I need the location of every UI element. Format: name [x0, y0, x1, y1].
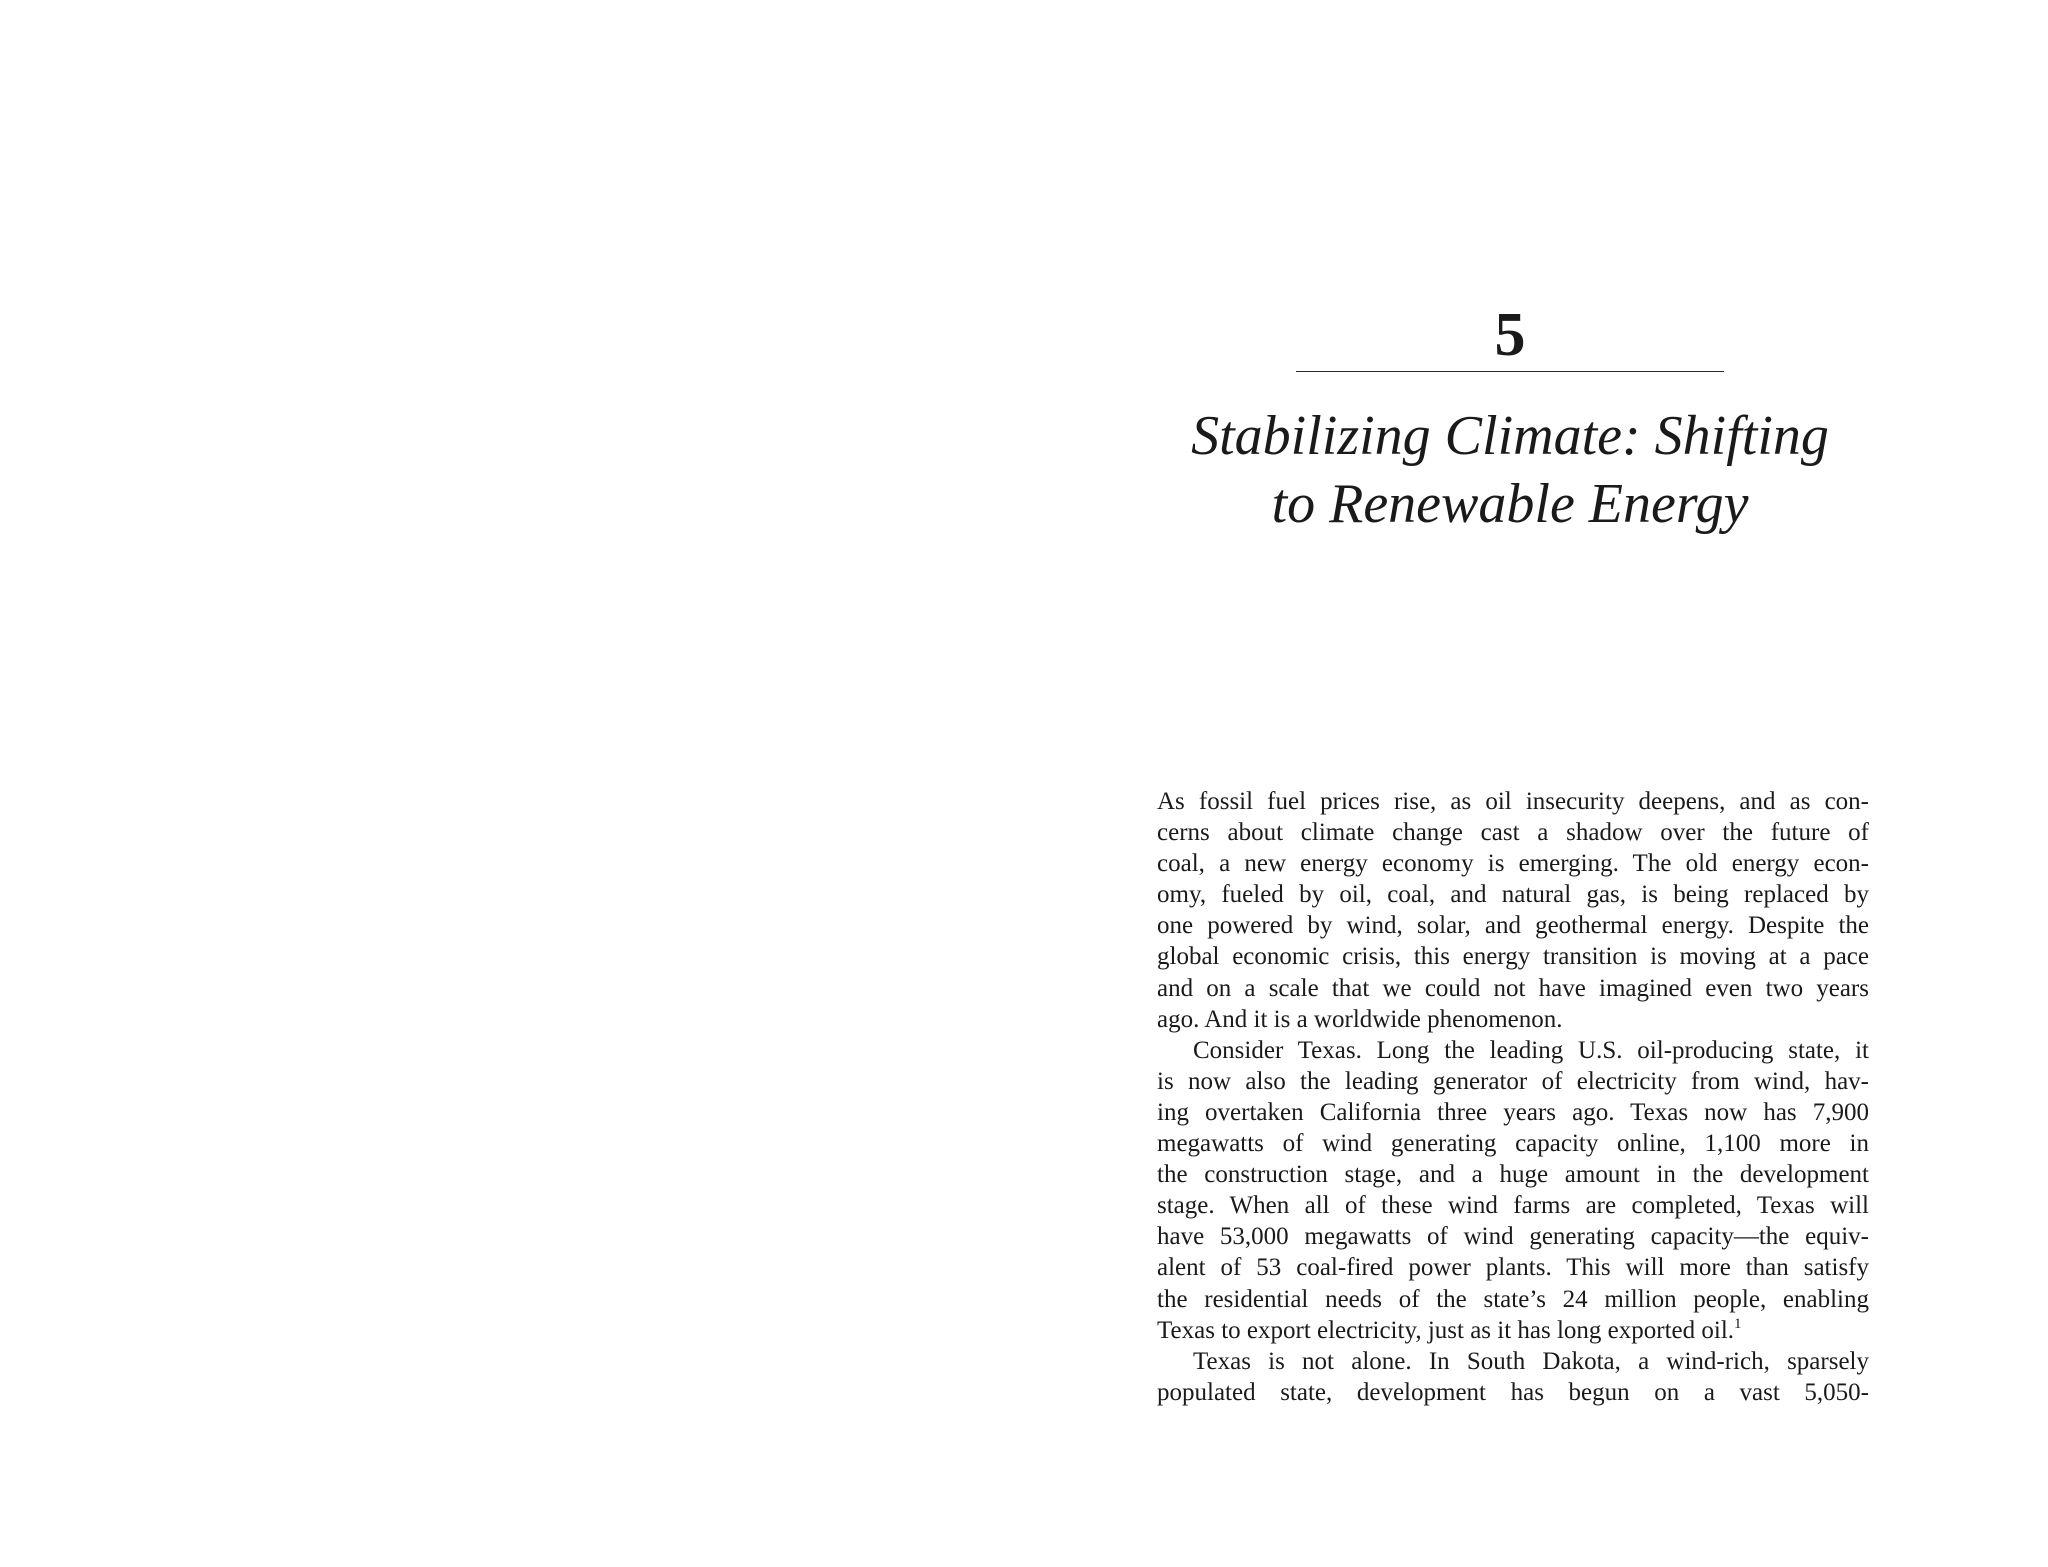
text-line: Consider Texas. Long the leading U.S. oil-producing state, it	[1193, 1036, 1869, 1064]
text-line: alent of 53 coal-fired power plants. This will more than satisfy	[1157, 1254, 1869, 1282]
text-line: stage. When all of these wind farms are completed, Texas will	[1157, 1192, 1869, 1220]
chapter-number: 5	[1494, 301, 1526, 369]
text-line: coal, a new energy economy is emerging. The old energy econ-	[1157, 850, 1869, 878]
text-line: global economic crisis, this energy transition is moving at a pace	[1157, 943, 1869, 971]
chapter-title-line: Stabilizing Climate: Shifting	[1191, 405, 1829, 467]
footnote-reference[interactable]: 1	[1734, 1315, 1742, 1332]
text-line: and on a scale that we could not have imagined even two years	[1157, 974, 1869, 1002]
body-text	[1157, 786, 1869, 1408]
text-line: ing overtaken California three years ago. Texas now has 7,900	[1157, 1098, 1869, 1126]
text-line: one powered by wind, solar, and geothermal energy. Despite the	[1157, 912, 1869, 940]
text-line: ago. And it is a worldwide phenomenon.	[1157, 1005, 1563, 1033]
text-line: is now also the leading generator of electricity from wind, hav-	[1157, 1067, 1869, 1095]
text-line: Texas is not alone. In South Dakota, a wind-rich, sparsely	[1193, 1347, 1869, 1375]
chapter-title	[1130, 402, 1890, 538]
text-line: have 53,000 megawatts of wind generating capacity—the equiv-	[1157, 1223, 1869, 1251]
text-line: the residential needs of the state’s 24 million people, enabling	[1157, 1285, 1869, 1313]
text-line-content: Texas to export electricity, just as it has long exported oil.	[1157, 1316, 1735, 1344]
chapter-title-line: to Renewable Energy	[1271, 473, 1749, 535]
text-line: the construction stage, and a huge amount in the development	[1157, 1161, 1869, 1189]
chapter-rule	[1296, 371, 1724, 372]
text-line: As fossil fuel prices rise, as oil insecurity deepens, and as con-	[1157, 788, 1869, 815]
text-line: megawatts of wind generating capacity online, 1,100 more in	[1157, 1130, 1869, 1158]
text-line-with-footnote	[1157, 1315, 1869, 1346]
text-line: populated state, development has begun on a vast 5,050-	[1157, 1378, 1869, 1406]
text-line: omy, fueled by oil, coal, and natural gas, is being replaced by	[1157, 881, 1869, 909]
text-line: cerns about climate change cast a shadow over the future of	[1157, 819, 1869, 847]
